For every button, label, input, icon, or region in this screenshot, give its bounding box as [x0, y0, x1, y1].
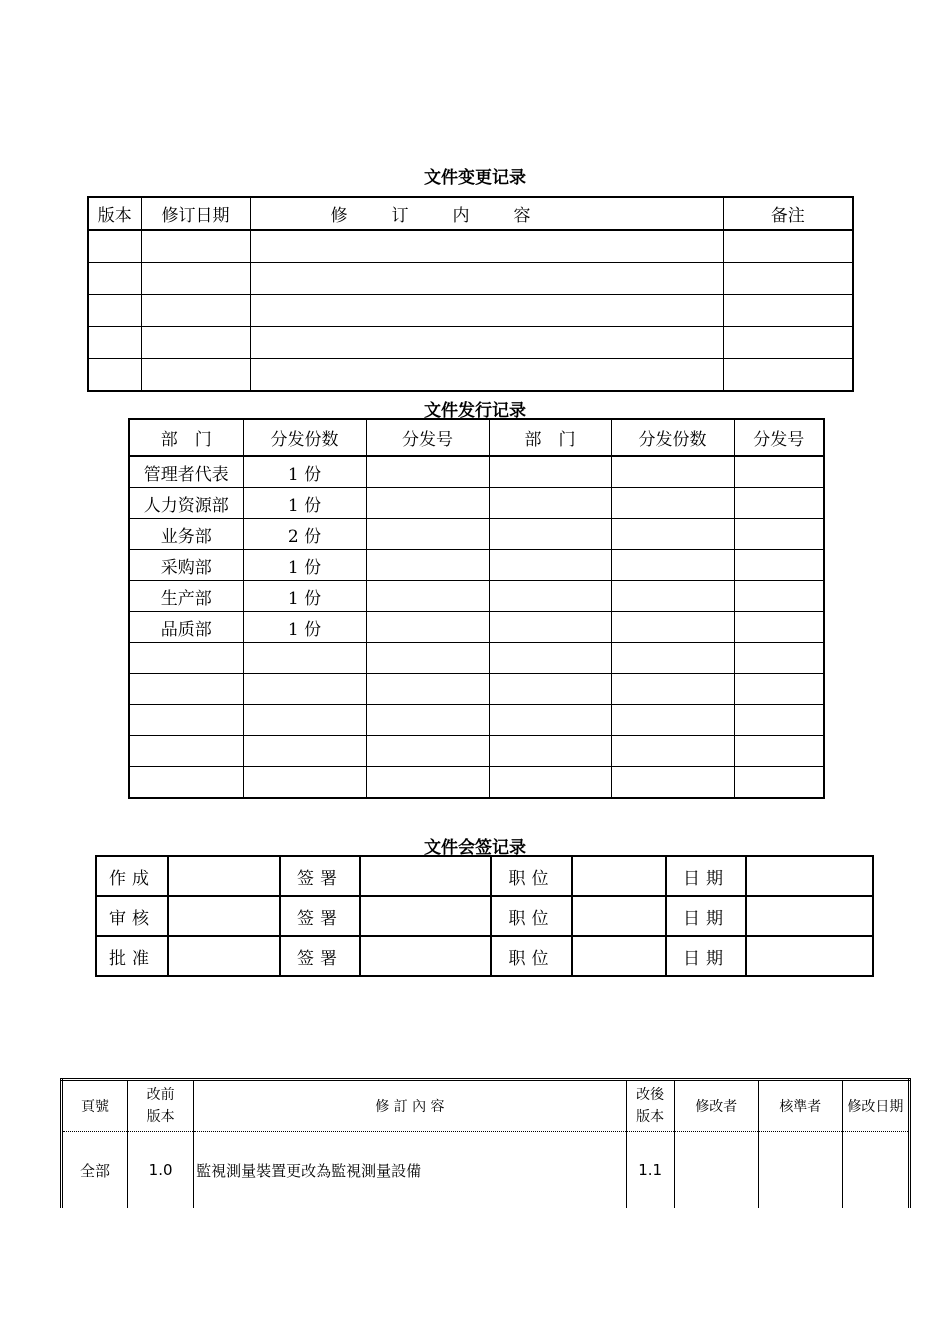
table-row — [129, 612, 824, 643]
cell[interactable] — [489, 643, 611, 674]
header-prev-version-line2: 版本 — [146, 1109, 175, 1125]
cell[interactable] — [366, 643, 489, 674]
department-cell: 生产部 — [129, 581, 243, 612]
header-content-char-1: 修 — [330, 206, 348, 226]
cell[interactable] — [366, 705, 489, 736]
table-row — [129, 550, 824, 581]
cell[interactable] — [734, 736, 824, 767]
header-new-version-line2: 版本 — [636, 1109, 665, 1125]
signature-label: 签署 — [280, 896, 360, 936]
header-approver: 核準者 — [758, 1080, 842, 1132]
cell[interactable] — [611, 643, 734, 674]
cell[interactable] — [489, 488, 611, 519]
signature-field[interactable] — [360, 936, 491, 976]
modifier-cell[interactable] — [674, 1132, 758, 1209]
signature-field[interactable] — [360, 896, 491, 936]
table-row — [88, 295, 853, 327]
copies-cell: 1 份 — [243, 488, 366, 519]
cell[interactable] — [611, 767, 734, 799]
date-field[interactable] — [746, 896, 873, 936]
header-page-no: 頁號 — [62, 1080, 128, 1132]
header-new-version-line1: 改後 — [636, 1087, 665, 1103]
header-copies-2: 分发份数 — [611, 419, 734, 456]
cell[interactable] — [366, 736, 489, 767]
cell[interactable] — [723, 359, 853, 392]
department-cell: 品质部 — [129, 612, 243, 643]
signature-label: 签署 — [280, 936, 360, 976]
position-field[interactable] — [572, 936, 666, 976]
cell[interactable] — [129, 674, 243, 705]
table-row — [88, 359, 853, 392]
cell[interactable] — [611, 519, 734, 550]
signoff-title: 文件会签记录 — [424, 838, 526, 858]
copies-cell: 2 份 — [243, 519, 366, 550]
cell[interactable] — [141, 230, 250, 263]
cell[interactable] — [489, 550, 611, 581]
header-revision-content — [250, 197, 723, 230]
header-content-char-4: 容 — [513, 206, 531, 226]
cell[interactable] — [250, 359, 723, 392]
position-label: 职位 — [491, 936, 572, 976]
cell[interactable] — [129, 705, 243, 736]
revision-table — [60, 1078, 911, 1208]
table-row — [129, 488, 824, 519]
position-label: 职位 — [491, 856, 572, 896]
revision-content-cell: 監視測量裝置更改為監視測量設備 — [194, 1132, 627, 1209]
cell[interactable] — [250, 327, 723, 359]
cell[interactable] — [88, 230, 141, 263]
copies-cell: 1 份 — [243, 612, 366, 643]
cell[interactable] — [88, 359, 141, 392]
cell[interactable] — [611, 674, 734, 705]
cell[interactable] — [734, 581, 824, 612]
table-row — [129, 736, 824, 767]
header-department-2: 部 门 — [489, 419, 611, 456]
table-row — [129, 643, 824, 674]
cell[interactable] — [250, 230, 723, 263]
header-version: 版本 — [88, 197, 141, 230]
cell[interactable] — [366, 674, 489, 705]
change-record-table — [87, 196, 854, 392]
signature-field[interactable] — [360, 856, 491, 896]
cell[interactable] — [489, 674, 611, 705]
cell[interactable] — [366, 612, 489, 643]
cell[interactable] — [168, 936, 280, 976]
header-remarks: 备注 — [723, 197, 853, 230]
position-label: 职位 — [491, 896, 572, 936]
cell[interactable] — [611, 705, 734, 736]
cell[interactable] — [129, 736, 243, 767]
change-record-header-row — [88, 197, 853, 230]
header-content-char-3: 内 — [452, 206, 470, 226]
cell[interactable] — [723, 230, 853, 263]
cell[interactable] — [88, 327, 141, 359]
cell[interactable] — [250, 263, 723, 295]
cell[interactable] — [366, 519, 489, 550]
department-cell: 人力资源部 — [129, 488, 243, 519]
new-version-cell: 1.1 — [626, 1132, 674, 1209]
cell[interactable] — [723, 295, 853, 327]
cell[interactable] — [489, 519, 611, 550]
signature-label: 签署 — [280, 856, 360, 896]
prev-version-cell: 1.0 — [128, 1132, 194, 1209]
table-row — [88, 230, 853, 263]
header-department: 部 门 — [129, 419, 243, 456]
cell[interactable] — [243, 674, 366, 705]
cell[interactable] — [243, 643, 366, 674]
date-label: 日期 — [666, 896, 746, 936]
cell[interactable] — [734, 456, 824, 488]
department-cell: 管理者代表 — [129, 456, 243, 488]
signoff-row-approve — [96, 936, 873, 976]
table-row — [129, 581, 824, 612]
header-dist-number-2: 分发号 — [734, 419, 824, 456]
department-cell: 业务部 — [129, 519, 243, 550]
table-row — [129, 767, 824, 799]
header-revision-date: 修订日期 — [141, 197, 250, 230]
cell[interactable] — [129, 643, 243, 674]
role-label: 作成 — [96, 856, 168, 896]
cell[interactable] — [611, 581, 734, 612]
date-label: 日期 — [666, 936, 746, 976]
header-content-char-2: 订 — [391, 206, 409, 226]
position-field[interactable] — [572, 896, 666, 936]
cell[interactable] — [168, 896, 280, 936]
table-row — [88, 327, 853, 359]
position-field[interactable] — [572, 856, 666, 896]
signoff-table — [95, 855, 874, 977]
table-row — [129, 456, 824, 488]
cell[interactable] — [611, 612, 734, 643]
header-copies: 分发份数 — [243, 419, 366, 456]
header-new-version — [626, 1080, 674, 1132]
cell[interactable] — [734, 705, 824, 736]
table-row — [129, 519, 824, 550]
page-no-cell: 全部 — [62, 1132, 128, 1209]
date-label: 日期 — [666, 856, 746, 896]
cell[interactable] — [723, 327, 853, 359]
copies-cell: 1 份 — [243, 550, 366, 581]
modify-date-cell[interactable] — [842, 1132, 909, 1209]
header-modify-date: 修改日期 — [842, 1080, 909, 1132]
cell[interactable] — [366, 456, 489, 488]
cell[interactable] — [129, 767, 243, 799]
cell[interactable] — [141, 295, 250, 327]
distribution-header-row — [129, 419, 824, 456]
cell[interactable] — [611, 456, 734, 488]
cell[interactable] — [366, 581, 489, 612]
distribution-table — [128, 418, 825, 799]
cell[interactable] — [366, 550, 489, 581]
cell[interactable] — [250, 295, 723, 327]
cell[interactable] — [88, 295, 141, 327]
cell[interactable] — [489, 456, 611, 488]
table-row — [62, 1132, 910, 1209]
change-record-title: 文件变更记录 — [424, 168, 526, 188]
header-modifier: 修改者 — [674, 1080, 758, 1132]
cell[interactable] — [734, 643, 824, 674]
cell[interactable] — [243, 767, 366, 799]
cell[interactable] — [243, 705, 366, 736]
cell[interactable] — [489, 581, 611, 612]
cell[interactable] — [489, 705, 611, 736]
cell[interactable] — [141, 263, 250, 295]
distribution-title: 文件发行记录 — [424, 401, 526, 421]
cell[interactable] — [489, 736, 611, 767]
cell[interactable] — [88, 263, 141, 295]
header-prev-version — [128, 1080, 194, 1132]
cell[interactable] — [734, 767, 824, 799]
table-row — [129, 705, 824, 736]
cell[interactable] — [489, 767, 611, 799]
header-prev-version-line1: 改前 — [146, 1087, 175, 1103]
cell[interactable] — [366, 767, 489, 799]
approver-cell[interactable] — [758, 1132, 842, 1209]
table-row — [129, 674, 824, 705]
cell[interactable] — [734, 519, 824, 550]
cell[interactable] — [734, 488, 824, 519]
cell[interactable] — [489, 612, 611, 643]
date-field[interactable] — [746, 856, 873, 896]
cell[interactable] — [611, 550, 734, 581]
cell[interactable] — [611, 488, 734, 519]
signoff-row-prepared — [96, 856, 873, 896]
revision-header-row — [62, 1080, 910, 1132]
copies-cell: 1 份 — [243, 456, 366, 488]
role-label: 批准 — [96, 936, 168, 976]
copies-cell: 1 份 — [243, 581, 366, 612]
cell[interactable] — [723, 263, 853, 295]
date-field[interactable] — [746, 936, 873, 976]
header-dist-number: 分发号 — [366, 419, 489, 456]
cell[interactable] — [243, 736, 366, 767]
signoff-row-review — [96, 896, 873, 936]
cell[interactable] — [168, 856, 280, 896]
cell[interactable] — [366, 488, 489, 519]
cell[interactable] — [734, 674, 824, 705]
cell[interactable] — [611, 736, 734, 767]
department-cell: 采购部 — [129, 550, 243, 581]
cell[interactable] — [141, 359, 250, 392]
cell[interactable] — [141, 327, 250, 359]
cell[interactable] — [734, 550, 824, 581]
cell[interactable] — [734, 612, 824, 643]
header-revision-content: 修 訂 內 容 — [194, 1080, 627, 1132]
role-label: 审核 — [96, 896, 168, 936]
table-row — [88, 263, 853, 295]
